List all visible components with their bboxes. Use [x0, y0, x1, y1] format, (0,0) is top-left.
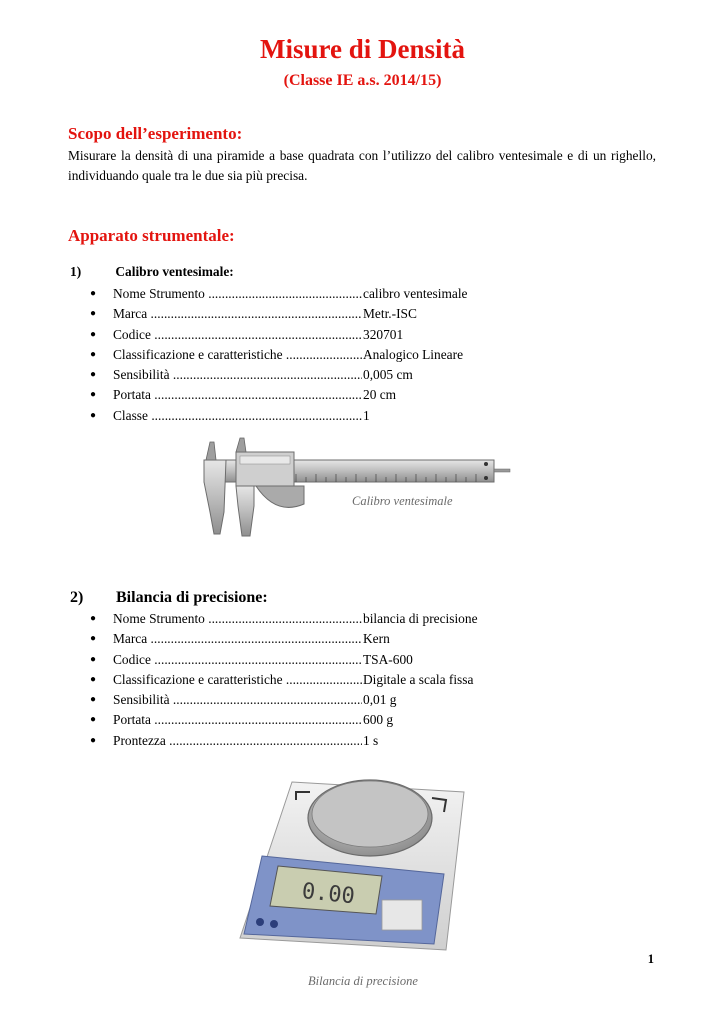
spec-value: Analogico Lineare	[363, 345, 463, 365]
spec-value: 0,005 cm	[363, 365, 413, 385]
spec-label: Prontezza .....	[113, 731, 362, 751]
bullet-icon: ●	[90, 673, 97, 685]
spec-label: Classificazione e caratteristiche .....	[113, 670, 362, 690]
spec-value: TSA-600	[363, 650, 413, 670]
spec-label: Marca .....	[113, 629, 362, 649]
scope-heading: Scopo dell’esperimento:	[68, 124, 243, 143]
instrument-1-name: Calibro ventesimale:	[115, 264, 234, 279]
bullet-icon: ●	[90, 734, 97, 746]
caliper-caption: Calibro ventesimale	[352, 494, 453, 508]
bullet-icon: ●	[90, 694, 97, 706]
spec-label: Sensibilità .....	[113, 690, 362, 710]
spec-label: Codice .....	[113, 650, 362, 670]
caliper-image	[196, 434, 526, 546]
spec-value: 320701	[363, 325, 403, 345]
spec-value: 20 cm	[363, 385, 396, 405]
balance-image	[232, 772, 482, 962]
bullet-icon: ●	[90, 328, 97, 340]
page-number: 1	[647, 952, 654, 966]
apparatus-heading: Apparato strumentale:	[68, 226, 235, 245]
instrument-1-heading	[70, 264, 234, 280]
bullet-icon: ●	[90, 288, 97, 299]
spec-value: Metr.-ISC	[363, 304, 417, 324]
bullet-icon: ●	[90, 308, 97, 320]
spec-label: Marca .....	[113, 304, 362, 324]
spec-label: Codice .....	[113, 325, 362, 345]
bullet-icon: ●	[90, 369, 97, 381]
spec-label: Nome Strumento .....	[113, 284, 362, 304]
spec-value: 0,01 g	[363, 690, 396, 710]
bullet-icon: ●	[90, 714, 97, 726]
spec-value: bilancia di precisione	[363, 609, 478, 629]
instrument-2-name: Bilancia di precisione:	[116, 589, 268, 606]
spec-label: Portata .....	[113, 385, 362, 405]
balance-caption: Bilancia di precisione	[308, 974, 418, 988]
spec-label: Classificazione e caratteristiche .....	[113, 345, 362, 365]
bullet-icon: ●	[90, 633, 97, 645]
spec-value: 1	[363, 406, 370, 426]
spec-value: 1 s	[363, 731, 378, 751]
instrument-2-number: 2)	[70, 589, 84, 606]
bullet-icon: ●	[90, 653, 97, 665]
spec-value: 600 g	[363, 710, 393, 730]
spec-value: calibro ventesimale	[363, 284, 467, 304]
spec-value: Kern	[363, 629, 390, 649]
bullet-icon: ●	[90, 613, 97, 624]
spec-label: Sensibilità .....	[113, 365, 362, 385]
bullet-icon: ●	[90, 409, 97, 421]
bullet-icon: ●	[90, 348, 97, 360]
svg-text:0.00: 0.00	[300, 878, 356, 910]
spec-label: Nome Strumento .....	[113, 609, 362, 629]
page-subtitle: (Classe IE a.s. 2014/15)	[283, 72, 442, 89]
scope-text: Misurare la densità di una piramide a base quadrata con l’utilizzo del calibro ventesimale e di un righello, individuando quale tra le due sia più precisa.	[68, 148, 656, 183]
page-title: Misure di Densità	[259, 34, 465, 64]
instrument-2-heading	[70, 589, 268, 607]
bullet-icon: ●	[90, 389, 97, 401]
instrument-1-number: 1)	[70, 264, 82, 279]
spec-label: Portata .....	[113, 710, 362, 730]
spec-value: Digitale a scala fissa	[363, 670, 473, 690]
spec-label: Classe .....	[113, 406, 362, 426]
